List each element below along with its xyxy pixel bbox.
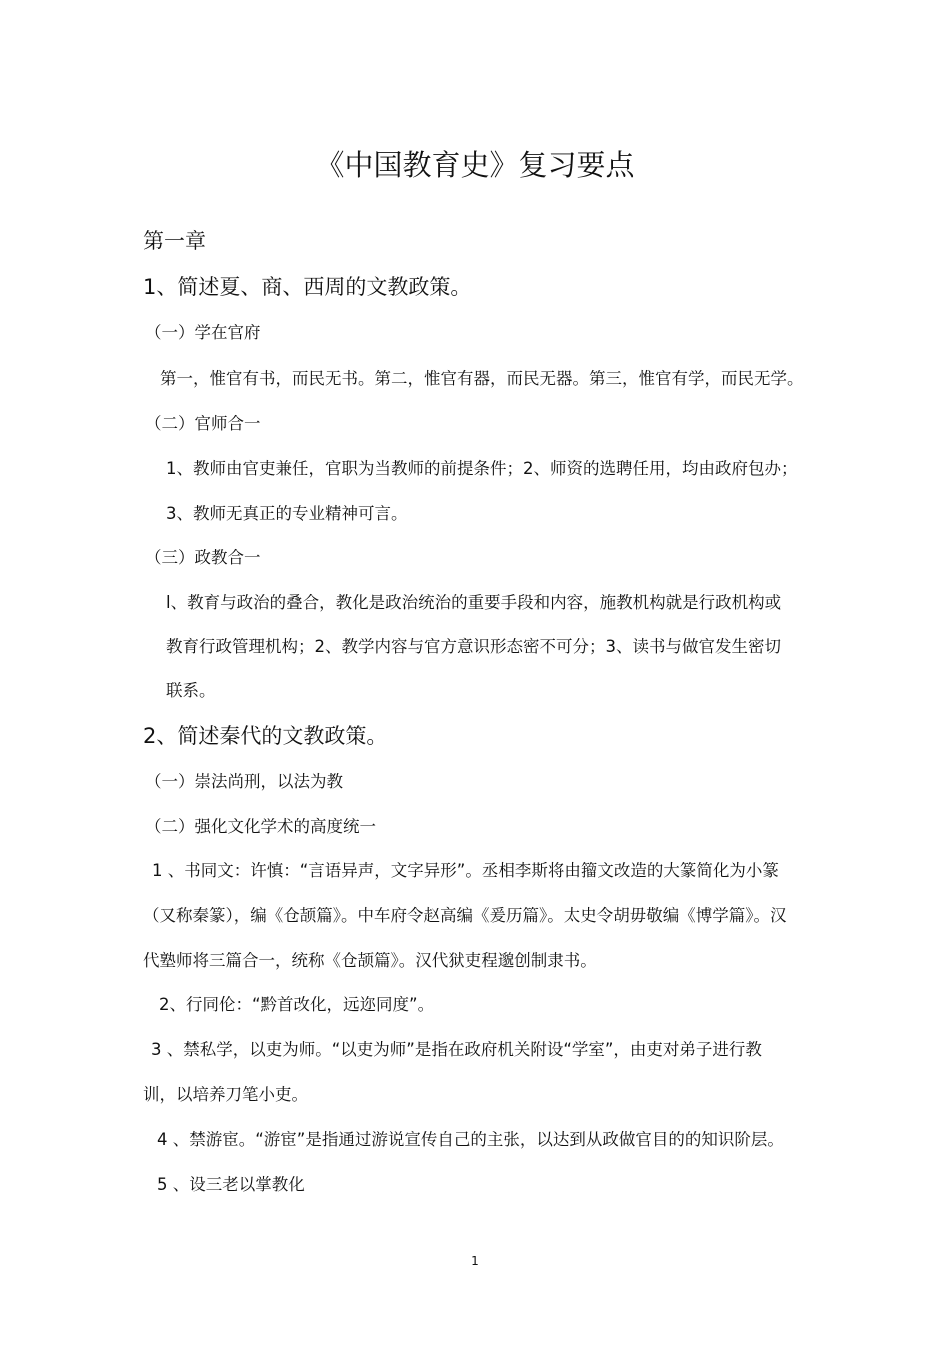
q2-item-4: 4 、禁游宦。“游宦”是指通过游说宣传自己的主张，以达到从政做官目的的知识阶层。 xyxy=(157,1130,784,1149)
question-2-heading: 2、简述秦代的文教政策。 xyxy=(143,724,388,748)
q2-item-1-line-3: 代塾师将三篇合一，统称《仓颉篇》。汉代狱吏程邈创制隶书。 xyxy=(143,951,597,970)
q1-section-2-text-line-2: 3、教师无真正的专业精神可言。 xyxy=(166,504,408,523)
question-1-heading: 1、简述夏、商、西周的文教政策。 xyxy=(143,275,472,299)
q2-item-1-line-1: 1 、书同文：许慎：“言语异声，文字异形”。丞相李斯将由籀文改造的大篆简化为小篆 xyxy=(152,861,779,880)
q1-section-3-heading: （三）政教合一 xyxy=(145,548,261,567)
chapter-heading: 第一章 xyxy=(143,229,206,253)
q1-section-3-text-line-3: 联系。 xyxy=(166,681,216,700)
document-title: 《中国教育史》复习要点 xyxy=(315,148,635,182)
q2-item-5: 5 、设三老以掌教化 xyxy=(157,1175,305,1194)
q2-section-2-heading: （二）强化文化学术的高度统一 xyxy=(145,817,376,836)
q1-section-2-text-line-1: 1、教师由官吏兼任，官职为当教师的前提条件；2、师资的选聘任用，均由政府包办； xyxy=(166,459,798,478)
q1-section-2-heading: （二）官师合一 xyxy=(145,414,261,433)
page-number: 1 xyxy=(471,1254,479,1268)
q2-section-1-heading: （一）崇法尚刑，以法为教 xyxy=(145,772,343,791)
q2-item-2: 2、行同伦：“黔首改化，远迩同度”。 xyxy=(159,995,435,1014)
q1-section-3-text-line-2: 教育行政管理机构；2、教学内容与官方意识形态密不可分；3、读书与做官发生密切 xyxy=(166,637,781,656)
q1-section-3-text-line-1: l、教育与政治的叠合，教化是政治统治的重要手段和内容，施教机构就是行政机构或 xyxy=(166,593,782,612)
q2-item-1-line-2: （又称秦篆），编《仓颉篇》。中车府令赵高编《爰历篇》。太史令胡毋敬编《博学篇》。汉 xyxy=(143,906,787,925)
q2-item-3-line-1: 3 、禁私学，以吏为师。“以吏为师”是指在政府机关附设“学室”，由吏对弟子进行教 xyxy=(151,1040,762,1059)
q1-section-1-heading: （一）学在官府 xyxy=(145,323,261,342)
q2-item-3-line-2: 训，以培养刀笔小吏。 xyxy=(143,1085,308,1104)
q1-section-1-text: 第一，惟官有书，而民无书。第二，惟官有器，而民无器。第三，惟官有学，而民无学。 xyxy=(160,369,804,388)
